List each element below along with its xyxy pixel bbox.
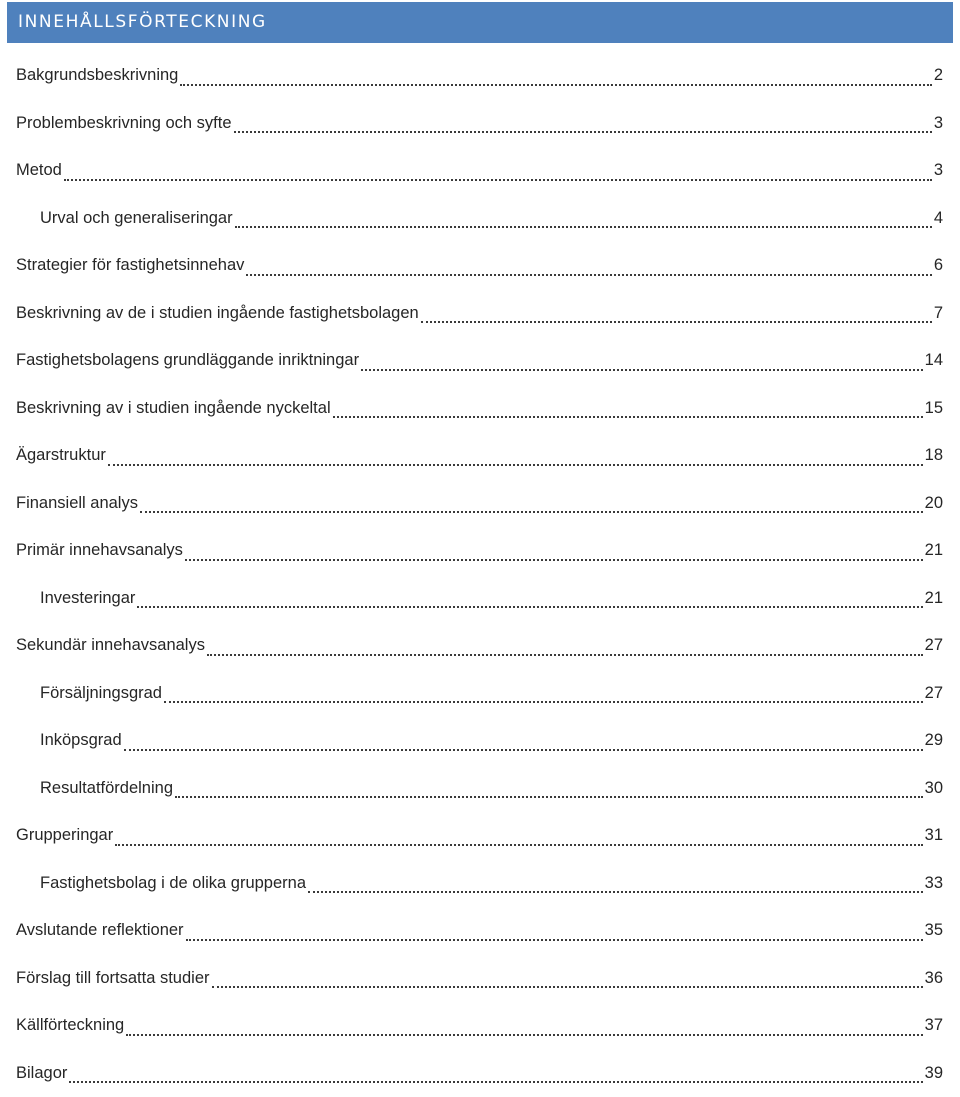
toc-page-number: 14 — [925, 351, 943, 370]
toc-entry-label: Förslag till fortsatta studier — [16, 969, 210, 988]
toc-entry-label: Avslutande reflektioner — [16, 921, 184, 940]
toc-page-number: 36 — [925, 969, 943, 988]
toc-entry-problembeskrivning[interactable] — [0, 100, 960, 148]
toc-entry-fastighetsbolag-grupperna[interactable] — [0, 860, 960, 908]
toc-entry-label: Strategier för fastighetsinnehav — [16, 256, 244, 275]
toc-entry-label: Källförteckning — [16, 1016, 124, 1035]
toc-dot-leader — [235, 225, 932, 228]
toc-page-number: 35 — [925, 921, 943, 940]
toc-entry-investeringar[interactable] — [0, 575, 960, 623]
toc-page-number: 18 — [925, 446, 943, 465]
toc-dot-leader — [361, 368, 923, 371]
toc-entry-resultatfordelning[interactable] — [0, 765, 960, 813]
toc-header — [7, 2, 953, 43]
toc-entry-label: Inköpsgrad — [40, 731, 122, 750]
toc-entry-sekundar-innehavsanalys[interactable] — [0, 622, 960, 670]
toc-dot-leader — [186, 938, 923, 941]
toc-entry-primar-innehavsanalys[interactable] — [0, 527, 960, 575]
toc-page-number: 15 — [925, 399, 943, 418]
toc-dot-leader — [185, 558, 923, 561]
toc-entry-label: Fastighetsbolagens grundläggande inriktningar — [16, 351, 359, 370]
toc-list — [0, 52, 960, 1097]
toc-dot-leader — [175, 795, 923, 798]
toc-entry-label: Bilagor — [16, 1064, 67, 1083]
toc-entry-inriktningar[interactable] — [0, 337, 960, 385]
toc-page-number: 2 — [934, 66, 943, 85]
toc-entry-label: Metod — [16, 161, 62, 180]
toc-entry-label: Problembeskrivning och syfte — [16, 114, 232, 133]
toc-page-number: 4 — [934, 209, 943, 228]
toc-dot-leader — [180, 83, 931, 86]
toc-dot-leader — [64, 178, 932, 181]
toc-dot-leader — [137, 605, 922, 608]
toc-dot-leader — [333, 415, 923, 418]
toc-page-number: 21 — [925, 541, 943, 560]
toc-entry-forslag[interactable] — [0, 955, 960, 1003]
toc-entry-label: Sekundär innehavsanalys — [16, 636, 205, 655]
toc-entry-strategier[interactable] — [0, 242, 960, 290]
toc-dot-leader — [207, 653, 923, 656]
toc-dot-leader — [421, 320, 932, 323]
toc-page-number: 31 — [925, 826, 943, 845]
toc-page-number: 27 — [925, 636, 943, 655]
toc-entry-kallforteckning[interactable] — [0, 1002, 960, 1050]
toc-page-number: 7 — [934, 304, 943, 323]
toc-dot-leader — [212, 985, 923, 988]
toc-entry-bilagor[interactable] — [0, 1050, 960, 1097]
toc-entry-label: Ägarstruktur — [16, 446, 106, 465]
toc-entry-grupperingar[interactable] — [0, 812, 960, 860]
toc-page-number: 33 — [925, 874, 943, 893]
toc-dot-leader — [126, 1033, 922, 1036]
toc-page-number: 27 — [925, 684, 943, 703]
toc-entry-label: Bakgrundsbeskrivning — [16, 66, 178, 85]
toc-entry-beskrivning-fastighetsbolagen[interactable] — [0, 290, 960, 338]
toc-entry-label: Resultatfördelning — [40, 779, 173, 798]
toc-dot-leader — [234, 130, 932, 133]
toc-page-number: 3 — [934, 161, 943, 180]
toc-dot-leader — [108, 463, 923, 466]
toc-page-number: 21 — [925, 589, 943, 608]
toc-dot-leader — [308, 890, 923, 893]
toc-page-number: 29 — [925, 731, 943, 750]
toc-dot-leader — [115, 843, 922, 846]
toc-page-number: 39 — [925, 1064, 943, 1083]
toc-entry-label: Beskrivning av i studien ingående nyckeltal — [16, 399, 331, 418]
toc-title: INNEHÅLLSFÖRTECKNING — [18, 2, 953, 43]
toc-entry-agarstruktur[interactable] — [0, 432, 960, 480]
toc-entry-label: Urval och generaliseringar — [40, 209, 233, 228]
toc-entry-label: Försäljningsgrad — [40, 684, 162, 703]
toc-entry-label: Finansiell analys — [16, 494, 138, 513]
toc-entry-urval[interactable] — [0, 195, 960, 243]
toc-entry-avslutande-reflektioner[interactable] — [0, 907, 960, 955]
toc-page-number: 30 — [925, 779, 943, 798]
toc-entry-nyckeltal[interactable] — [0, 385, 960, 433]
toc-page-number: 6 — [934, 256, 943, 275]
toc-entry-label: Investeringar — [40, 589, 135, 608]
toc-entry-label: Beskrivning av de i studien ingående fastighetsbolagen — [16, 304, 419, 323]
toc-dot-leader — [246, 273, 931, 276]
toc-dot-leader — [164, 700, 923, 703]
toc-page-number: 37 — [925, 1016, 943, 1035]
toc-entry-finansiell-analys[interactable] — [0, 480, 960, 528]
toc-dot-leader — [140, 510, 923, 513]
toc-page-number: 3 — [934, 114, 943, 133]
toc-entry-forsaljningsgrad[interactable] — [0, 670, 960, 718]
toc-entry-label: Grupperingar — [16, 826, 113, 845]
toc-page-number: 20 — [925, 494, 943, 513]
toc-entry-bakgrundsbeskrivning[interactable] — [0, 52, 960, 100]
toc-dot-leader — [124, 748, 923, 751]
toc-dot-leader — [69, 1080, 922, 1083]
toc-entry-label: Fastighetsbolag i de olika grupperna — [40, 874, 306, 893]
toc-entry-label: Primär innehavsanalys — [16, 541, 183, 560]
toc-entry-inkopsgrad[interactable] — [0, 717, 960, 765]
toc-entry-metod[interactable] — [0, 147, 960, 195]
